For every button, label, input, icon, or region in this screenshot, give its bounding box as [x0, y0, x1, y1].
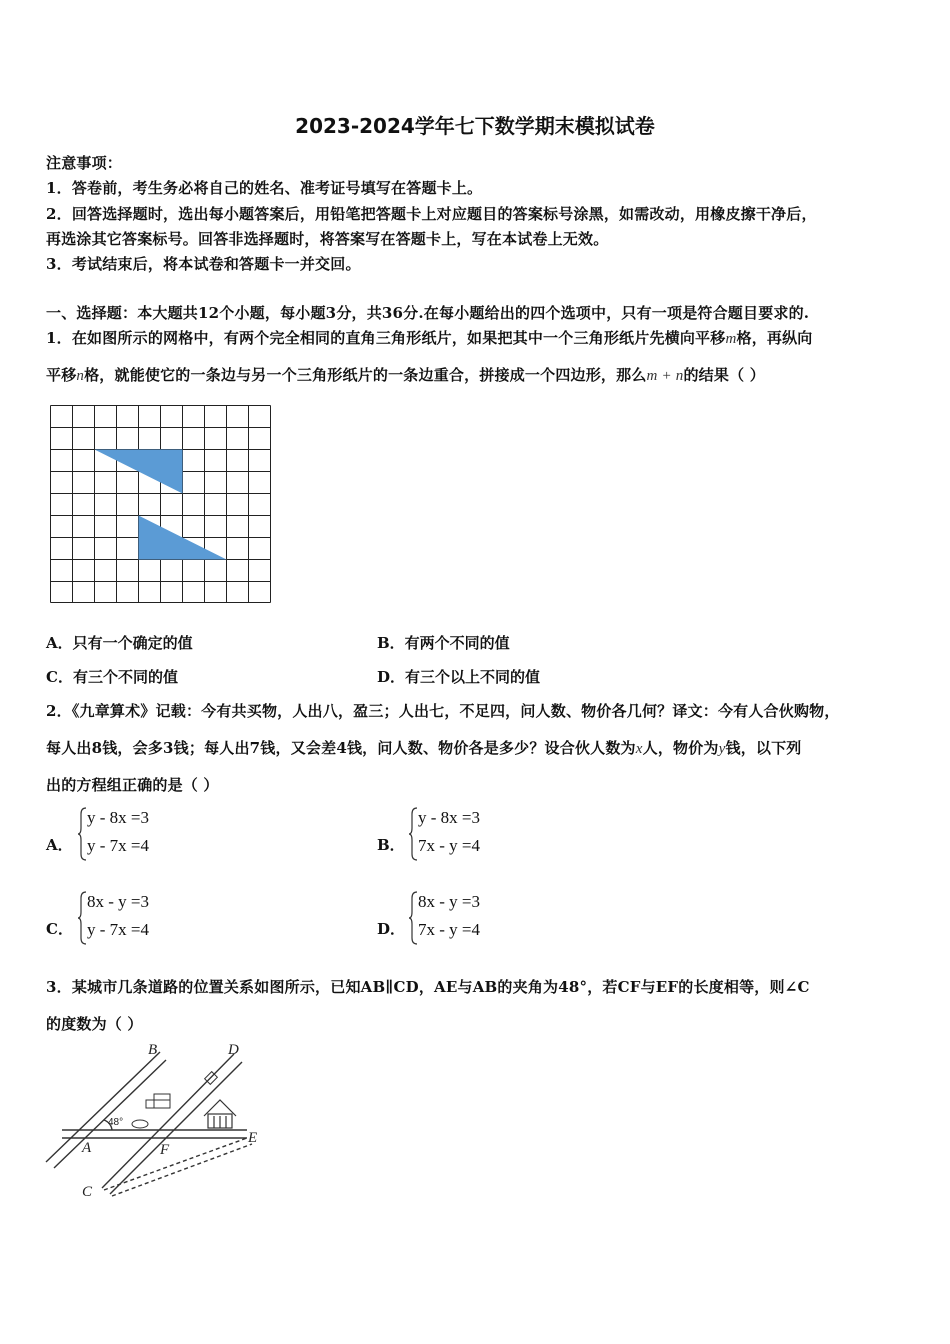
q2-text: 2．《九章算术》记载：今有共买物，人出八，盈三；人出七，不足四，问人数、物价各几何？译文：今有人合伙购物， — [46, 702, 840, 720]
q1-option-a[interactable]: A．只有一个确定的值 — [46, 634, 193, 652]
building-icon — [146, 1094, 170, 1108]
house-icon — [204, 1100, 236, 1128]
q1-text: 1．在如图所示的网格中，有两个完全相同的直角三角形纸片，如果把其中一个三角形纸片先横向平移 — [46, 329, 726, 347]
q3-text: 3．某城市几条道路的位置关系如图所示，已知AB∥CD，AE与AB的夹角为48°，若CF与EF的长度相等，则∠C — [46, 978, 810, 996]
label-e: E — [248, 1130, 258, 1146]
label-c: C — [82, 1184, 93, 1200]
q1-text: 格，就能使它的一条边与另一个三角形纸片的一条边重合，拼接成一个四边形，那么 — [84, 366, 647, 384]
label-d: D — [228, 1042, 239, 1058]
q2-text: 出的方程组正确的是（ ） — [46, 776, 219, 794]
q1-grid-figure — [50, 405, 272, 603]
q2-option-b-label[interactable]: B． — [377, 836, 405, 854]
q2-text: 每人出8钱，会多3钱；每人出7钱，又会差4钱，问人数、物价各是多少？设合伙人数为 — [46, 739, 636, 757]
q2-option-d-label[interactable]: D． — [377, 920, 406, 938]
label-f: F — [160, 1142, 170, 1158]
notice-item: 1．答卷前，考生务必将自己的姓名、准考证号填写在答题卡上。 — [46, 179, 483, 197]
equation: y - 8x =3 — [418, 808, 480, 827]
grid-lines — [51, 406, 271, 603]
equation: y - 8x =3 — [87, 808, 149, 827]
var-y: y — [718, 741, 726, 757]
var-m: m — [725, 331, 737, 347]
q1-text: 的结果（ ） — [683, 366, 765, 384]
q1-text-line2 — [46, 364, 765, 385]
q1-option-b[interactable]: B．有两个不同的值 — [377, 634, 510, 652]
expr-m-plus-n: m + n — [646, 368, 684, 384]
label-a: A — [82, 1140, 92, 1156]
var-n: n — [76, 368, 85, 384]
car-icon — [132, 1120, 148, 1128]
notice-item: 再选涂其它答案标号。回答非选择题时，将答案写在答题卡上，写在本试卷上无效。 — [46, 230, 609, 248]
q3-road-figure — [42, 1038, 272, 1200]
q2-option-c-label[interactable]: C． — [46, 920, 73, 938]
equation: 8x - y =3 — [87, 892, 149, 911]
q2-text: 人，物价为 — [642, 739, 719, 757]
notice-heading: 注意事项： — [46, 154, 123, 172]
q1-text-line1 — [46, 327, 813, 348]
brace-icon — [408, 890, 418, 946]
q2-text: 钱，以下列 — [725, 739, 802, 757]
q1-option-c[interactable]: C．有三个不同的值 — [46, 668, 178, 686]
equation: y - 7x =4 — [87, 836, 149, 855]
equation: 7x - y =4 — [418, 920, 480, 939]
equation: y - 7x =4 — [87, 920, 149, 939]
brace-icon — [77, 890, 87, 946]
q2-option-a-label[interactable]: A． — [46, 836, 73, 854]
section-heading: 一、选择题：本大题共12个小题，每小题3分，共36分.在每小题给出的四个选项中，只有一项是符合题目要求的. — [46, 304, 810, 322]
angle-label: 48° — [108, 1117, 124, 1128]
equation: 8x - y =3 — [418, 892, 480, 911]
brace-icon — [77, 806, 87, 862]
equation: 7x - y =4 — [418, 836, 480, 855]
page-title: 2023-2024学年七下数学期末模拟试卷 — [295, 114, 655, 138]
label-b: B — [148, 1042, 158, 1058]
q2-text-line2 — [46, 737, 802, 758]
notice-item: 3．考试结束后，将本试卷和答题卡一并交回。 — [46, 255, 361, 273]
road-ce-line — [112, 1144, 252, 1196]
var-x: x — [635, 741, 643, 757]
q3-text: 的度数为（ ） — [46, 1015, 143, 1033]
q1-text: 平移 — [46, 366, 77, 384]
q1-text: 格，再纵向 — [736, 329, 813, 347]
brace-icon — [408, 806, 418, 862]
q1-option-d[interactable]: D．有三个以上不同的值 — [377, 668, 541, 686]
road-ab-line — [54, 1060, 166, 1168]
notice-item: 2．回答选择题时，选出每小题答案后，用铅笔把答题卡上对应题目的答案标号涂黑，如需改动，用橡皮擦干净后， — [46, 205, 817, 223]
